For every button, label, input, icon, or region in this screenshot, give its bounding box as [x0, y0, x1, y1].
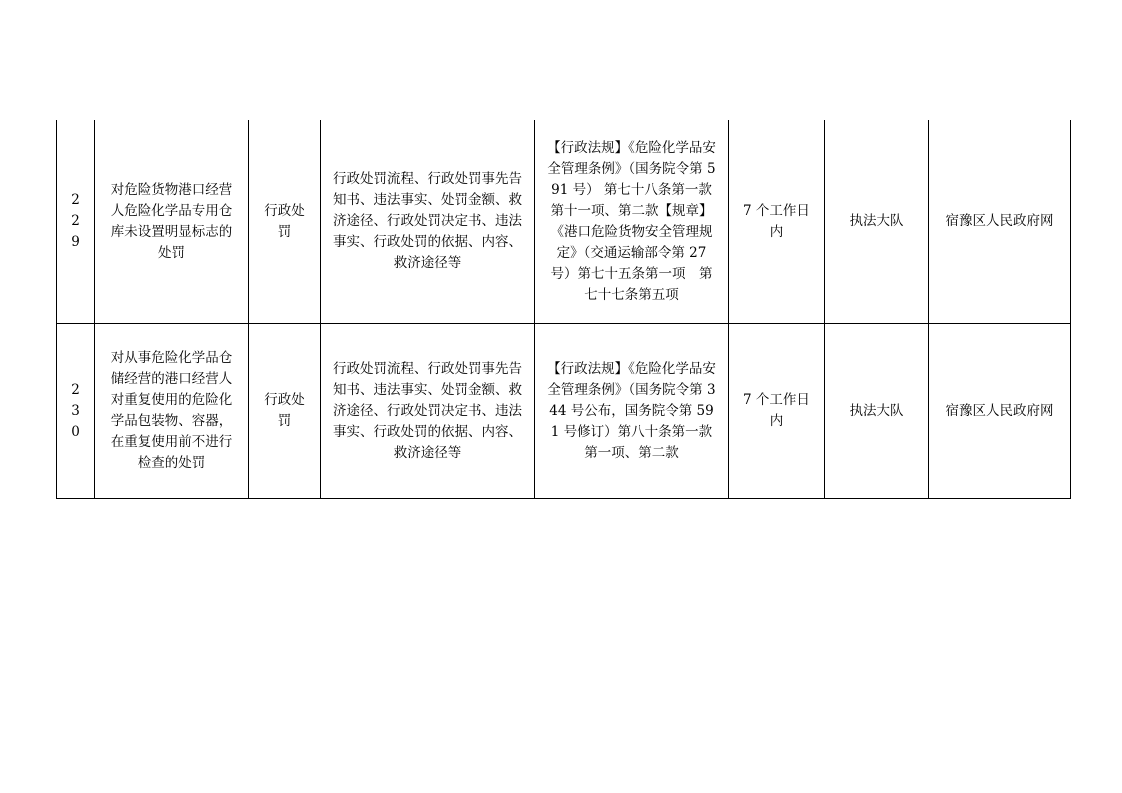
item-name-cell: 对危险货物港口经营人危险化学品专用仓库未设置明显标志的处罚: [95, 120, 249, 324]
row-number: 229: [57, 120, 95, 324]
department-cell: 执法大队: [825, 324, 929, 499]
item-name-cell: 对从事危险化学品仓储经营的港口经营人对重复使用的危险化学品包装物、容器，在重复使用前不进行检查的处罚: [95, 324, 249, 499]
department-cell: 执法大队: [825, 120, 929, 324]
channel-cell: 宿豫区人民政府网: [929, 120, 1071, 324]
row-number: 230: [57, 324, 95, 499]
disclosure-table: [56, 120, 1071, 499]
category-cell: 行政处罚: [249, 324, 321, 499]
table-row: [57, 324, 1071, 499]
legal-basis-cell: 【行政法规】《危险化学品安全管理条例》（国务院令第 591 号） 第七十八条第一款第十一项、第二款【规章】《港口危险货物安全管理规定》（交通运输部令第 27 号）第七十五条第一项 第七十七条第五项: [535, 120, 729, 324]
disclosure-content-cell: 行政处罚流程、行政处罚事先告知书、违法事实、处罚金额、救济途径、行政处罚决定书、违法事实、行政处罚的依据、内容、救济途径等: [321, 324, 535, 499]
disclosure-content-cell: 行政处罚流程、行政处罚事先告知书、违法事实、处罚金额、救济途径、行政处罚决定书、违法事实、行政处罚的依据、内容、救济途径等: [321, 120, 535, 324]
time-limit-cell: 7 个工作日内: [729, 324, 825, 499]
channel-cell: 宿豫区人民政府网: [929, 324, 1071, 499]
table-row: [57, 120, 1071, 324]
legal-basis-cell: 【行政法规】《危险化学品安全管理条例》（国务院令第 344 号公布，国务院令第 591 号修订）第八十条第一款第一项、第二款: [535, 324, 729, 499]
category-cell: 行政处罚: [249, 120, 321, 324]
time-limit-cell: 7 个工作日内: [729, 120, 825, 324]
